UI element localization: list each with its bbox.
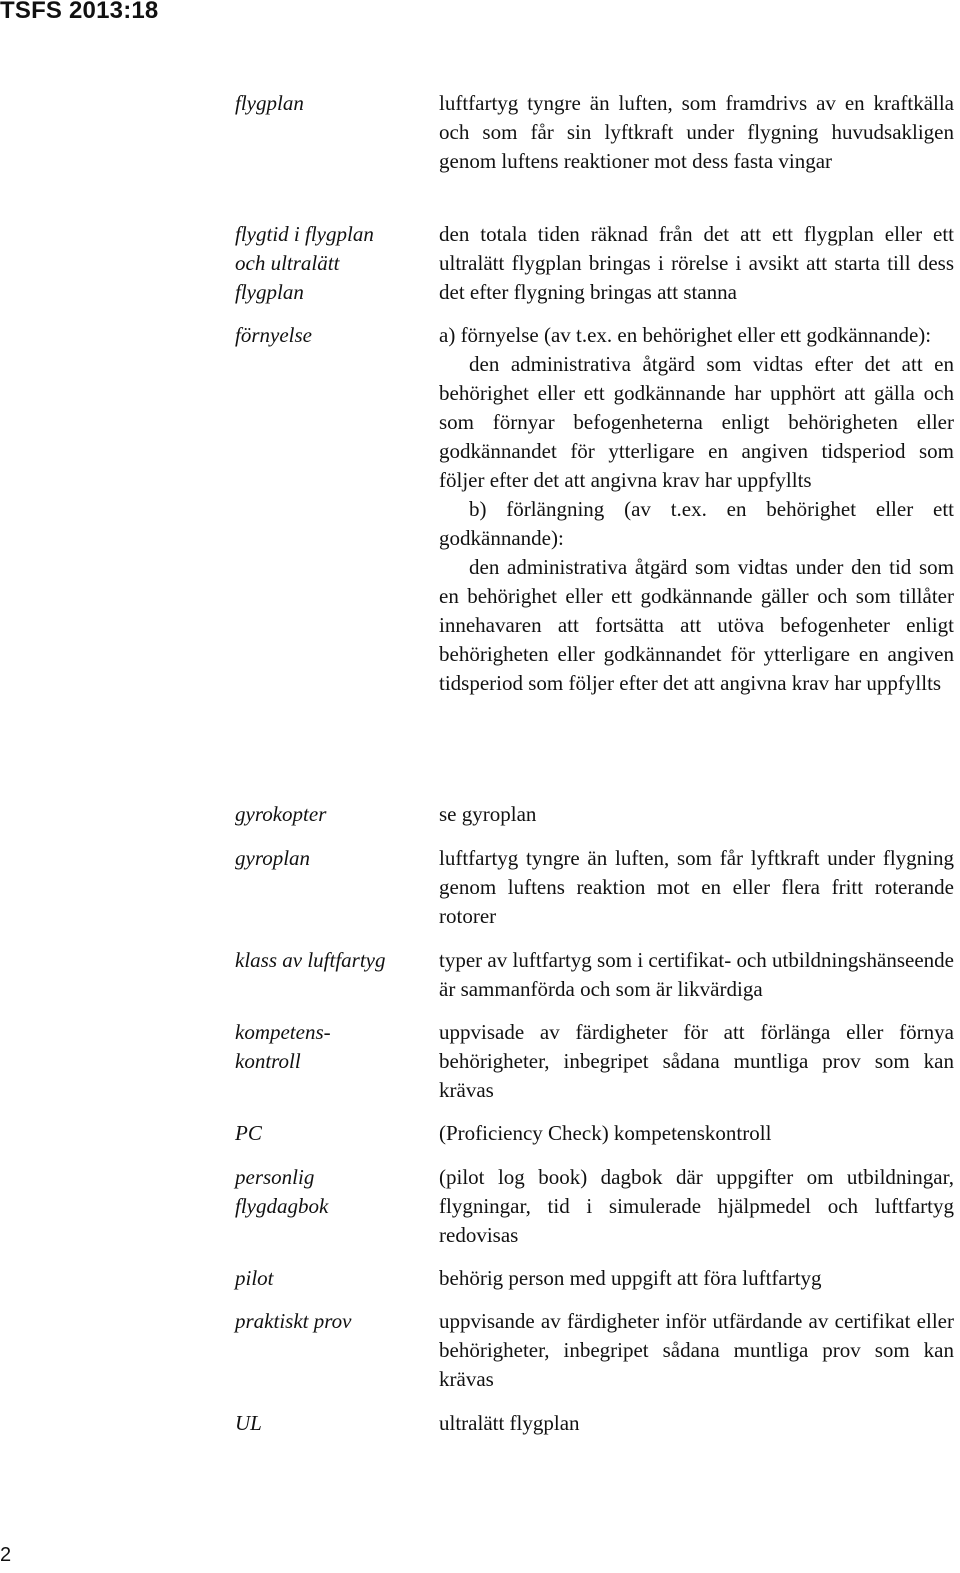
- term-kompetenskontroll: kompetens- kontroll: [235, 1020, 331, 1073]
- term-personlig-flygdagbok: personlig flygdagbok: [235, 1165, 329, 1218]
- definition-pc: (Proficiency Check) kompetenskontroll: [439, 1121, 772, 1145]
- term-flygtid: flygtid i flygplan och ultralätt flygplan: [235, 222, 374, 304]
- term-flygplan: flygplan: [235, 91, 304, 115]
- definition-gyrokopter: se gyroplan: [439, 802, 537, 826]
- fornyelse-part-b-text: den administrativa åtgärd som vidtas under den tid som en behörighet eller ett godkännande gäller och som tillåter innehavaren att fortsätta att utöva befogenheter enligt behörigheten eller godkännandet för ytterligare en angiven tidsperiod som följer efter det att angivna krav har uppfyllts: [439, 555, 954, 695]
- term-gyroplan: gyroplan: [235, 846, 311, 870]
- term-ul: UL: [235, 1411, 262, 1435]
- definition-pilot: behörig person med uppgift att föra luftfartyg: [439, 1266, 822, 1290]
- fornyelse-part-a-text: den administrativa åtgärd som vidtas efter det att en behörighet eller ett godkännande har upphört att gälla och som förnyar befogenheterna enligt behörigheten eller godkännandet för ytterligare en angiven tidsperiod som följer efter det att angivna krav har uppfyllts: [439, 352, 954, 492]
- term-pilot: pilot: [235, 1266, 274, 1290]
- definition-personlig-flygdagbok: (pilot log book) dagbok där uppgifter om utbildningar, flygningar, tid i simulerade hjälpmedel och luftfartyg redovisas: [439, 1165, 954, 1247]
- document-header: TSFS 2013:18: [0, 0, 159, 24]
- fornyelse-part-a-heading: a) förnyelse (av t.ex. en behörighet eller ett godkännande):: [439, 323, 932, 347]
- term-fornyelse: förnyelse: [235, 323, 312, 347]
- term-praktiskt-prov: praktiskt prov: [235, 1309, 352, 1333]
- page-number: 2: [0, 1544, 12, 1566]
- term-pc: PC: [235, 1121, 262, 1145]
- definition-praktiskt-prov: uppvisande av färdigheter inför utfärdande av certifikat eller behörigheter, inbegripet sådana muntliga prov som kan krävas: [439, 1309, 954, 1391]
- term-klass-av-luftfartyg: klass av luftfartyg: [235, 948, 386, 972]
- definition-flygtid: den totala tiden räknad från det att ett flygplan eller ett ultralätt flygplan bringas i rörelse i avsikt att starta till dess det efter flygning bringas att stanna: [439, 222, 954, 304]
- definition-gyroplan: luftfartyg tyngre än luften, som får lyftkraft under flygning genom luftens reaktion mot en eller flera fritt roterande rotorer: [439, 846, 954, 928]
- fornyelse-part-b-heading: b) förlängning (av t.ex. en behörighet eller ett godkännande):: [439, 497, 954, 550]
- term-gyrokopter: gyrokopter: [235, 802, 327, 826]
- definition-kompetenskontroll: uppvisade av färdigheter för att förlänga eller förnya behörigheter, inbegripet sådana muntliga prov som kan krävas: [439, 1020, 954, 1102]
- definition-klass-av-luftfartyg: typer av luftfartyg som i certifikat- och utbildningshänseende är sammanförda och som är likvärdiga: [439, 948, 954, 1001]
- definition-flygplan: luftfartyg tyngre än luften, som framdrivs av en kraftkälla och som får sin lyftkraft under flygning huvudsakligen genom luftens reaktioner mot dess fasta vingar: [439, 91, 954, 173]
- definition-ul: ultralätt flygplan: [439, 1411, 580, 1435]
- definition-fornyelse: [439, 321, 954, 698]
